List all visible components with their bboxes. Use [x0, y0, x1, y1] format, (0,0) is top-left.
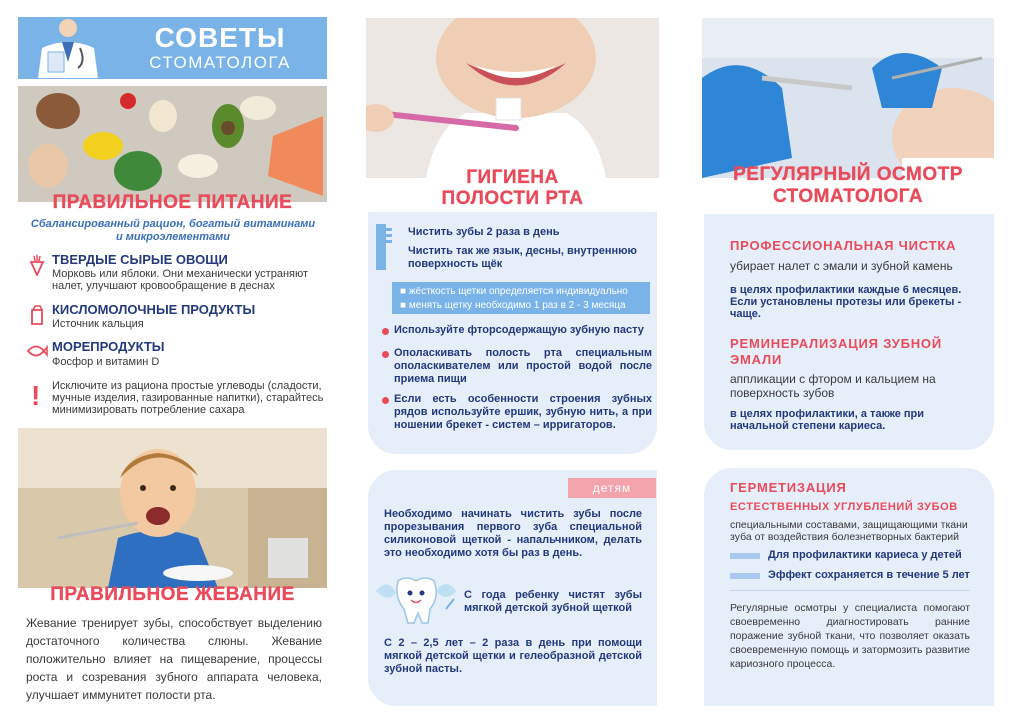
divider [730, 590, 970, 591]
band-item-text: жёсткость щетки определяется индивидуально [408, 286, 628, 297]
remin-title-line2: ЭМАЛИ [730, 352, 783, 367]
bullet-dot [382, 397, 389, 404]
page-subtitle: СТОМАТОЛОГА [149, 53, 291, 72]
remin-title [730, 336, 942, 368]
kids-tag: детям [568, 478, 656, 498]
sealing-item: Эффект сохраняется в течение 5 лет [768, 569, 970, 581]
nutrition-item-title: ТВЕРДЫЕ СЫРЫЕ ОВОЩИ [52, 252, 228, 267]
exam-heading-line1: РЕГУЛЯРНЫЙ ОСМОТР [733, 164, 963, 185]
band-item: ■ жёсткость щетки определяется индивидуально [400, 286, 628, 297]
nutrition-item-title: МОРЕПРОДУКТЫ [52, 339, 165, 354]
doctor-illustration [28, 18, 108, 78]
nutrition-subtitle: Сбалансированный рацион, богатый витаминами и микроэлементами [30, 218, 316, 243]
hygiene-bullet: Ополаскивать полость рта специальным ополаскивателем или простой водой после приема пищи [394, 347, 652, 385]
fish-icon [26, 340, 48, 362]
sealing-footer: Регулярные осмотры у специалиста помогают своевременно диагностировать ранние поражение зубной ткани, что позволяет оказать своевременную помощь и затормозить развитие кариозного процесса. [730, 602, 970, 670]
sealing-item: Для профилактики кариеса у детей [768, 549, 962, 561]
sealing-subtitle: ЕСТЕСТВЕННЫХ УГЛУБЛЕНИЙ ЗУБОВ [730, 501, 958, 513]
nutrition-warning: Исключите из рациона простые углеводы (сладости, мучные изделия, газированные напитки), старайтесь минимизировать потребление сахара [52, 380, 324, 416]
cartoon-tooth-icon [374, 573, 458, 625]
hygiene-tip: Чистить так же язык, десны, внутреннюю поверхность щёк [408, 245, 637, 270]
warning-icon: ! [31, 380, 41, 411]
nutrition-item-title: КИСЛОМОЛОЧНЫЕ ПРОДУКТЫ [52, 302, 256, 317]
hygiene-tip: Чистить зубы 2 раза в день [408, 226, 560, 238]
bullet-dot [382, 351, 389, 358]
toothbrush-icon [372, 222, 396, 272]
page-title: СОВЕТЫ [154, 22, 286, 53]
hygiene-heading [366, 167, 659, 209]
kids-paragraph: Необходимо начинать чистить зубы после прорезывания первого зуба специальной силиконовой щеткой - напальчником, делать это необходимо хотя бы раз в день. [384, 508, 642, 559]
bullet-dot [382, 328, 389, 335]
remin-text: аппликации с фтором и кальцием на поверхность зубов [730, 372, 936, 400]
sealing-text: специальными составами, защищающими ткани зуба от воздействия болезнетворных бактерий [730, 519, 968, 543]
dentist-exam-photo [702, 18, 994, 178]
exam-heading [700, 164, 996, 208]
sealing-title: ГЕРМЕТИЗАЦИЯ [730, 480, 847, 495]
carrot-icon [26, 254, 48, 276]
chewing-heading: ПРАВИЛЬНОЕ ЖЕВАНИЕ [50, 584, 295, 605]
hygiene-bullet: Если есть особенности строения зубных рядов используйте ершик, зубную нить, а при ношении брекет - систем – ирригаторов. [394, 393, 652, 431]
band-item-text: менять щетку необходимо 1 раз в 2 - 3 месяца [408, 300, 626, 311]
milk-icon [26, 304, 48, 326]
kids-paragraph: С 2 – 2,5 лет – 2 раза в день при помощи мягкой детской щетки и гелеобразной детской зубной пасты. [384, 637, 642, 675]
smile-toothbrush-photo [366, 18, 659, 178]
dash-marker [730, 573, 760, 579]
cleaning-title: ПРОФЕССИОНАЛЬНАЯ ЧИСТКА [730, 238, 957, 253]
remin-title-line1: РЕМИНЕРАЛИЗАЦИЯ ЗУБНОЙ [730, 336, 942, 351]
kids-paragraph: С года ребенку чистят зубы мягкой детской зубной щеткой [464, 589, 642, 614]
nutrition-item-text: Морковь или яблоки. Они механически устраняют налет, улучшают кровообращение в деснах [52, 268, 309, 292]
nutrition-item-text: Фосфор и витамин D [52, 356, 160, 368]
nutrition-heading: ПРАВИЛЬНОЕ ПИТАНИЕ [52, 192, 293, 213]
hygiene-heading-line1: ГИГИЕНА [466, 167, 559, 188]
remin-note: в целях профилактики, а также при начальной степени кариеса. [730, 408, 925, 432]
chewing-text: Жевание тренирует зубы, способствует выделению достаточного количества слюны. Жевание положительно влияет на пищеварение, процессы роста и созревания зубного аппарата человека, улучшает иммунитет полости рта. [26, 616, 322, 702]
hygiene-bullet: Используйте фторсодержащую зубную пасту [394, 324, 644, 336]
dash-marker [730, 553, 760, 559]
cleaning-note: в целях профилактики каждые 6 месяцев. Если установлены протезы или брекеты - чаще. [730, 284, 962, 320]
exam-heading-line2: СТОМАТОЛОГА [772, 186, 924, 207]
nutrition-item-text: Источник кальция [52, 318, 144, 330]
cleaning-text: убирает налет с эмали и зубной камень [730, 259, 953, 273]
food-photo [18, 86, 327, 202]
boy-eating-photo [18, 428, 327, 588]
band-item: ■ менять щетку необходимо 1 раз в 2 - 3 месяца [400, 300, 626, 311]
hygiene-heading-line2: ПОЛОСТИ РТА [441, 188, 584, 209]
